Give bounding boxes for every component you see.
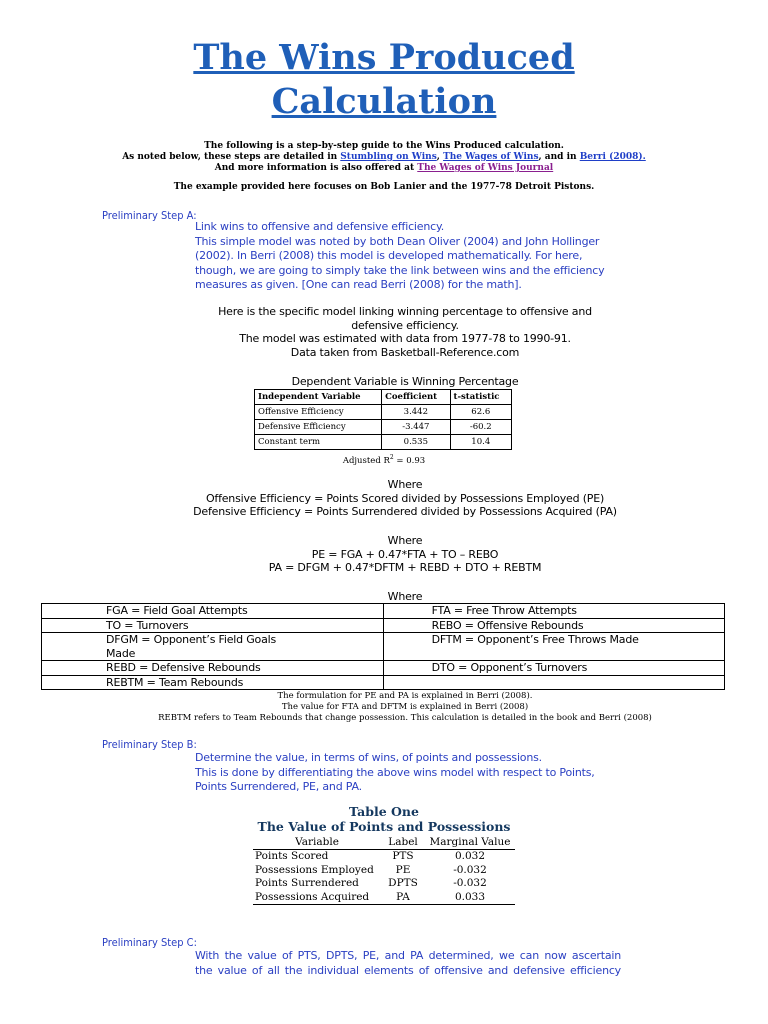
cell-variable: Offensive Efficiency [255, 405, 382, 420]
where-line: Offensive Efficiency = Points Scored divided by Possessions Employed (PE) [205, 491, 605, 505]
note-line: REBTM refers to Team Rebounds that change possession. This calculation is detailed in the book and Berri (2008) [158, 713, 652, 723]
cell-variable: Points Surrendered [255, 877, 359, 889]
step-c-text [195, 949, 621, 978]
table-one-title-line-1: Table One [349, 804, 419, 819]
value-table [253, 836, 515, 905]
link-wages-of-wins-journal[interactable]: The Wages of Wins Journal [417, 163, 554, 173]
cell-coefficient: 0.535 [382, 435, 450, 450]
step-a-line: Link wins to offensive and defensive efficiency. [195, 220, 445, 233]
cell-variable: Points Scored [255, 850, 329, 862]
definition-cell [383, 675, 724, 690]
link-berri-2008[interactable]: Berri (2008). [579, 152, 646, 162]
table-one-title-line-2: The Value of Points and Possessions [257, 819, 511, 834]
definitions-table [41, 603, 725, 690]
step-a-line: measures as given. [One can read Berri (2008) for the math]. [195, 278, 522, 291]
where-line: PE = FGA + 0.47*FTA + TO – REBO [311, 547, 499, 561]
definition-cell: FTA = Free Throw Attempts [383, 604, 724, 619]
regression-table [254, 389, 512, 450]
regression-header-row [255, 390, 512, 405]
r2-superscript: 2 [389, 454, 394, 461]
step-a-label: Preliminary Step A: [102, 209, 197, 222]
definition-cell: REBD = Defensive Rebounds [42, 661, 384, 676]
dependent-variable-caption: Dependent Variable is Winning Percentage [291, 375, 519, 388]
model-line: defensive efficiency. [351, 318, 459, 332]
header-t-statistic: t-statistic [450, 390, 511, 405]
value-table-header [253, 836, 515, 850]
where-label-3: Where [387, 590, 423, 603]
header-variable: Variable [253, 836, 381, 850]
cell-t-statistic: 62.6 [450, 405, 511, 420]
adjusted-r-squared [0, 454, 768, 466]
definition-cell: REBTM = Team Rebounds [42, 675, 384, 690]
model-description [0, 305, 768, 359]
table-row [42, 604, 725, 619]
header-coefficient: Coefficient [382, 390, 450, 405]
title-line-1: The Wins Produced [193, 37, 575, 78]
definition-cell: DTO = Opponent’s Turnovers [383, 661, 724, 676]
note-line: The formulation for PE and PA is explained in Berri (2008). [277, 691, 533, 701]
page-title [0, 36, 768, 124]
link-stumbling-on-wins[interactable]: Stumbling on Wins [340, 152, 437, 162]
step-b-line: This is done by differentiating the above wins model with respect to Points, [195, 765, 595, 779]
table-row [253, 891, 515, 905]
r2-value: = 0.93 [393, 455, 426, 466]
cell-coefficient: -3.447 [382, 420, 450, 435]
where-line: PA = DFGM + 0.47*DFTM + REBD + DTO + REBTM [268, 561, 542, 574]
cell-variable: Defensive Efficiency [255, 420, 382, 435]
table-row [42, 633, 725, 661]
intro-sep-2: , and in [538, 152, 580, 162]
notes-block [0, 691, 768, 724]
where-block-1 [0, 478, 768, 519]
cell-t-statistic: -60.2 [450, 420, 511, 435]
definition-cell: DFTM = Opponent’s Free Throws Made [383, 633, 724, 661]
definition-cell: REBO = Offensive Rebounds [383, 618, 724, 633]
table-row [42, 675, 725, 690]
model-line: The model was estimated with data from 1977-78 to 1990-91. [239, 332, 571, 345]
table-one-title [0, 804, 768, 834]
table-row [253, 850, 515, 864]
cell-t-statistic: 10.4 [450, 435, 511, 450]
intro-line-3-text: And more information is also offered at [214, 163, 418, 173]
step-b-line: Determine the value, in terms of wins, of points and possessions. [195, 751, 542, 764]
cell-label: PTS [392, 850, 414, 862]
intro-sep-1: , [436, 152, 444, 162]
definition-cell: TO = Turnovers [42, 618, 384, 633]
note-line: The value for FTA and DFTM is explained in Berri (2008) [281, 702, 529, 712]
intro-line-2-text: As noted below, these steps are detailed in [122, 152, 341, 162]
table-row [253, 877, 515, 891]
table-row [255, 405, 512, 420]
intro-line-1: The following is a step-by-step guide to the Wins Produced calculation. [204, 141, 564, 151]
step-b-text [195, 751, 621, 795]
cell-label: DPTS [388, 877, 418, 889]
intro-block [0, 141, 768, 193]
cell-marginal-value: -0.032 [453, 863, 487, 876]
cell-marginal-value: 0.032 [454, 850, 486, 862]
intro-line-3 [0, 163, 768, 174]
step-a-line: though, we are going to simply take the link between wins and the efficiency [195, 263, 605, 277]
step-b-label: Preliminary Step B: [102, 738, 197, 751]
step-b-line: Points Surrendered, PE, and PA. [195, 780, 362, 793]
step-c-line: the value of all the individual elements of offensive and defensive efficiency [195, 963, 621, 977]
where-label: Where [387, 478, 423, 491]
step-c-line: With the value of PTS, DPTS, PE, and PA determined, we can now ascertain [195, 949, 621, 962]
cell-variable: Possessions Employed [255, 863, 374, 876]
cell-label: PE [395, 863, 411, 876]
where-label: Where [387, 534, 423, 547]
cell-label: PA [381, 891, 425, 905]
table-row [255, 435, 512, 450]
cell-coefficient: 3.442 [382, 405, 450, 420]
where-line: Defensive Efficiency = Points Surrendered divided by Possessions Acquired (PA) [193, 505, 617, 518]
table-row [255, 420, 512, 435]
definition-cell: DFGM = Opponent’s Field Goals Made [42, 633, 384, 661]
title-line-2: Calculation [271, 81, 497, 122]
step-c-label: Preliminary Step C: [102, 936, 197, 949]
header-independent-variable: Independent Variable [255, 390, 382, 405]
table-row [253, 864, 515, 878]
model-line: Data taken from Basketball-Reference.com [290, 345, 520, 359]
intro-line-4: The example provided here focuses on Bob Lanier and the 1977-78 Detroit Pistons. [173, 182, 595, 192]
step-a-line: This simple model was noted by both Dean Oliver (2004) and John Hollinger [195, 234, 600, 248]
step-a-text [195, 220, 621, 293]
header-label: Label [381, 836, 425, 850]
where-block-2 [0, 534, 768, 575]
table-row [42, 618, 725, 633]
link-wages-of-wins[interactable]: The Wages of Wins [443, 152, 539, 162]
cell-marginal-value: -0.032 [453, 877, 487, 889]
definition-cell: FGA = Field Goal Attempts [42, 604, 384, 619]
cell-variable: Possessions Acquired [253, 891, 381, 905]
step-a-line: (2002). In Berri (2008) this model is developed mathematically. For here, [195, 249, 583, 262]
table-row [42, 661, 725, 676]
header-marginal-value: Marginal Value [425, 836, 515, 850]
r2-prefix: Adjusted R [342, 455, 390, 466]
model-line: Here is the specific model linking winning percentage to offensive and [218, 305, 592, 318]
cell-marginal-value: 0.033 [425, 891, 515, 905]
intro-line-2 [0, 152, 768, 163]
cell-variable: Constant term [255, 435, 382, 450]
